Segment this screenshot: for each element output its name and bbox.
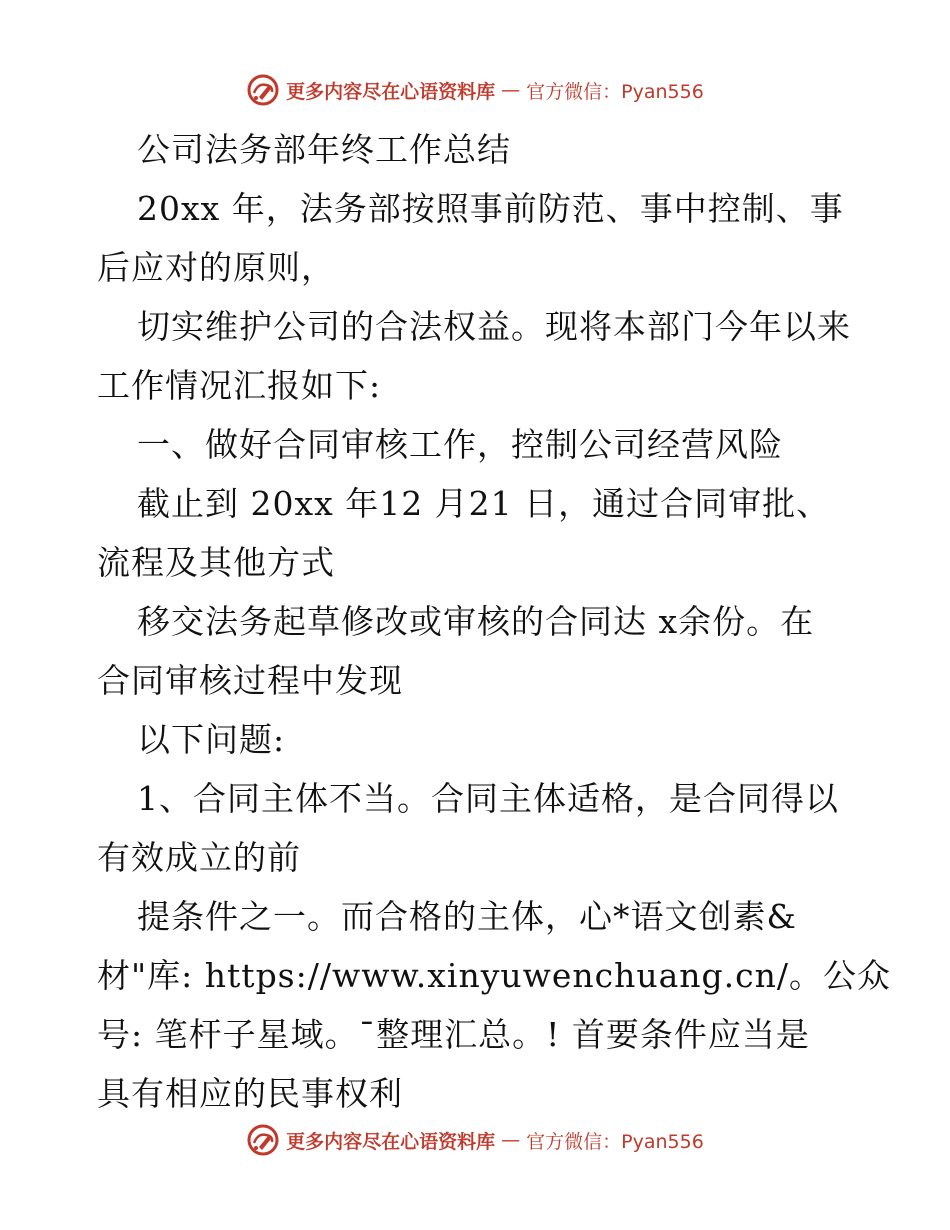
watermark-separator: — — [501, 79, 521, 101]
section-heading: 一、做好合同审核工作，控制公司经营风险 — [137, 425, 783, 464]
paragraph-line: 1、合同主体不当。合同主体适格，是合同得以 — [137, 779, 839, 818]
paragraph-line: 截止到 20xx 年12 月21 日，通过合同审批、 — [137, 484, 831, 523]
paragraph-line: 具有相应的民事权利 — [97, 1074, 403, 1113]
paragraph-line: 流程及其他方式 — [97, 543, 335, 582]
watermark-brand-text: 更多内容尽在心语资料库 — [286, 1130, 496, 1153]
paragraph-line: 有效成立的前 — [97, 838, 301, 877]
paragraph-line: 后应对的原则， — [97, 248, 335, 287]
watermark-contact-text: 官方微信：Pyan556 — [526, 1130, 704, 1153]
paragraph-line: 以下问题: — [137, 720, 286, 759]
watermark-separator: — — [501, 1129, 521, 1151]
paragraph-line: 切实维护公司的合法权益。现将本部门今年以来 — [137, 307, 851, 346]
watermark-banner-top — [0, 72, 950, 108]
paragraph-line: 提条件之一。而合格的主体，心*语文创素& — [137, 897, 797, 936]
paragraph-line: 号: 笔杆子星域。¯整理汇总。! 首要条件应当是 — [97, 1015, 810, 1054]
paragraph-line: 工作情况汇报如下: — [97, 366, 382, 405]
paragraph-line: 20xx 年，法务部按照事前防范、事中控制、事 — [137, 189, 844, 228]
watermark-contact-text: 官方微信：Pyan556 — [526, 80, 704, 103]
document-body — [97, 120, 892, 1123]
watermark-brand-text: 更多内容尽在心语资料库 — [286, 80, 496, 103]
watermark-banner-bottom — [0, 1122, 950, 1158]
document-title: 公司法务部年终工作总结 — [137, 130, 511, 169]
cloud-pen-logo-icon — [246, 73, 280, 107]
paragraph-line: 移交法务起草修改或审核的合同达 x余份。在 — [137, 602, 815, 641]
paragraph-line: 合同审核过程中发现 — [97, 661, 403, 700]
paragraph-line: 材"库: https://www.xinyuwenchuang.cn/。公众 — [97, 956, 892, 995]
cloud-pen-logo-icon — [246, 1123, 280, 1157]
